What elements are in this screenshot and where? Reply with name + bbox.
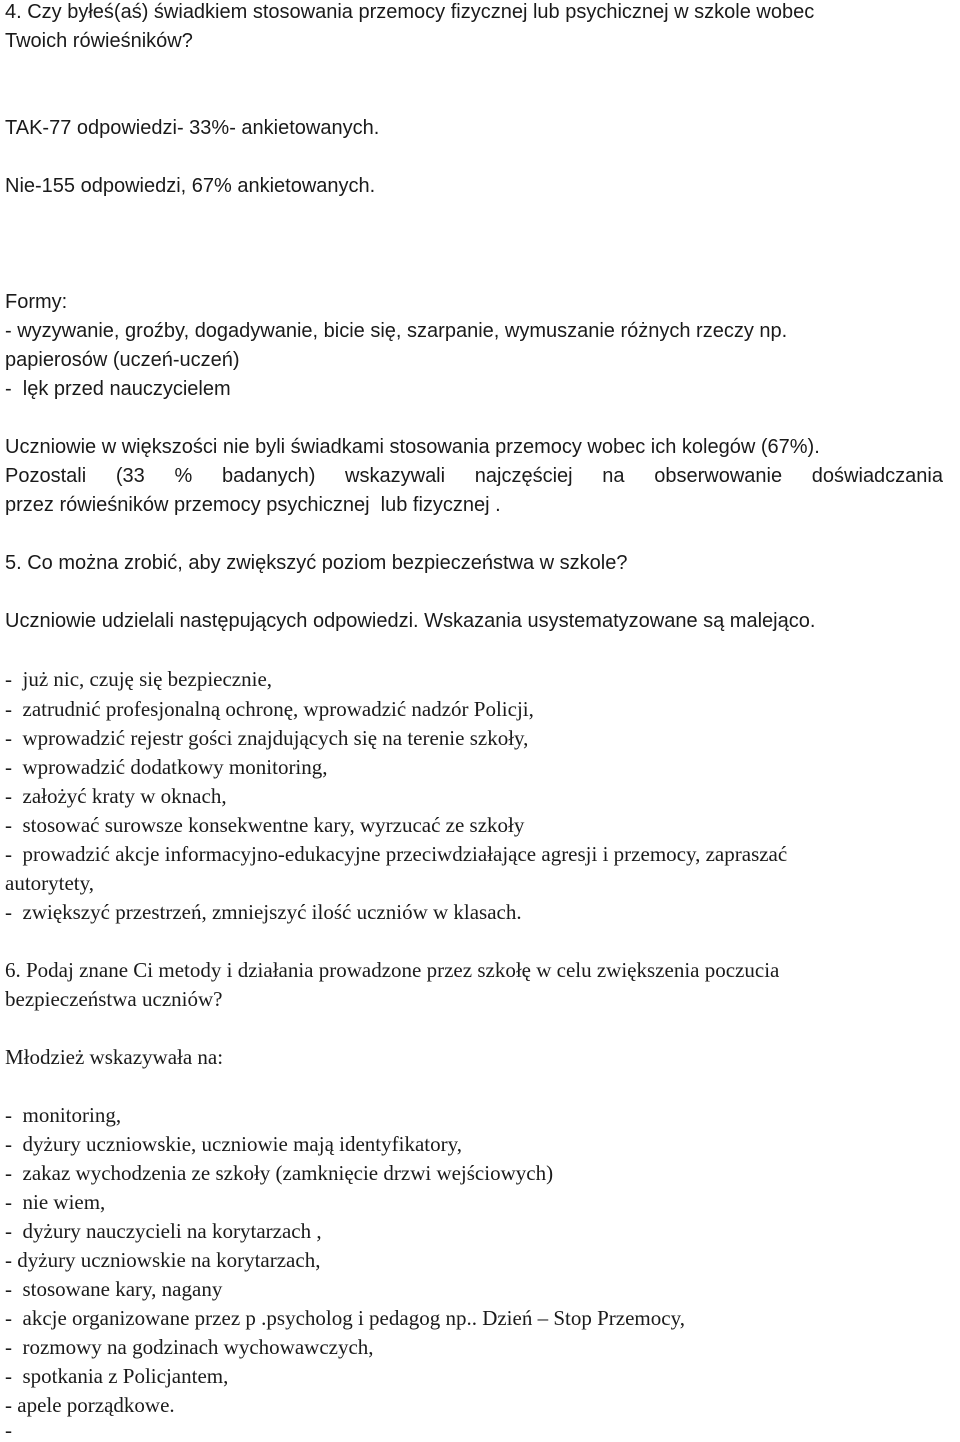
q5-question: 5. Co można zrobić, aby zwiększyć poziom bezpieczeństwa w szkole? bbox=[5, 552, 628, 574]
q4-forms-item: papierosów (uczeń-uczeń) bbox=[5, 349, 240, 371]
document-page bbox=[5, 0, 955, 1442]
q4-question-line-2: Twoich rówieśników? bbox=[5, 30, 193, 52]
q6-answer-item: - apele porządkowe. bbox=[5, 1393, 175, 1417]
q6-answer-item: - stosowane kary, nagany bbox=[5, 1277, 223, 1301]
q5-answer-item: - zwiększyć przestrzeń, zmniejszyć ilość uczniów w klasach. bbox=[5, 900, 522, 924]
q5-answer-item: autorytety, bbox=[5, 871, 95, 895]
q4-answer-yes: TAK-77 odpowiedzi- 33%- ankietowanych. bbox=[5, 117, 380, 139]
q6-question-line-1: 6. Podaj znane Ci metody i działania prowadzone przez szkołę w celu zwiększenia poczucia bbox=[5, 958, 780, 982]
q4-forms-heading: Formy: bbox=[5, 291, 68, 313]
q5-answer-item: - stosować surowsze konsekwentne kary, wyrzucać ze szkoły bbox=[5, 813, 525, 837]
q6-answer-item: - dyżury nauczycieli na korytarzach , bbox=[5, 1219, 322, 1243]
q6-answer-item: - rozmowy na godzinach wychowawczych, bbox=[5, 1335, 374, 1359]
q6-answer-item: - spotkania z Policjantem, bbox=[5, 1364, 229, 1388]
q6-answer-item: - nie wiem, bbox=[5, 1190, 106, 1214]
q5-answer-item: - wprowadzić rejestr gości znajdujących się na terenie szkoły, bbox=[5, 726, 529, 750]
q6-answer-item: - bbox=[5, 1418, 12, 1442]
q6-answer-item: - akcje organizowane przez p .psycholog i pedagog np.. Dzień – Stop Przemocy, bbox=[5, 1306, 685, 1330]
q6-answer-item: - dyżury uczniowskie na korytarzach, bbox=[5, 1248, 321, 1272]
q6-question-line-2: bezpieczeństwa uczniów? bbox=[5, 987, 223, 1011]
q4-forms-item: - lęk przed nauczycielem bbox=[5, 378, 231, 400]
q5-answer-item: - wprowadzić dodatkowy monitoring, bbox=[5, 755, 328, 779]
q4-summary-line-3: przez rówieśników przemocy psychicznej lub fizycznej . bbox=[5, 494, 501, 516]
q5-answer-item: - już nic, czuję się bezpiecznie, bbox=[5, 667, 273, 691]
q5-intro: Uczniowie udzielali następujących odpowiedzi. Wskazania usystematyzowane są malejąco. bbox=[5, 610, 816, 632]
q5-answer-item: - założyć kraty w oknach, bbox=[5, 784, 227, 808]
q6-answer-item: - zakaz wychodzenia ze szkoły (zamknięcie drzwi wejściowych) bbox=[5, 1161, 554, 1185]
q4-forms-item: - wyzywanie, groźby, dogadywanie, bicie się, szarpanie, wymuszanie różnych rzeczy np. bbox=[5, 320, 788, 342]
q4-summary-line-2: Pozostali (33 % badanych) wskazywali najczęściej na obserwowanie doświadczania bbox=[5, 465, 943, 487]
q4-question-line-1: 4. Czy byłeś(aś) świadkiem stosowania przemocy fizycznej lub psychicznej w szkole wobec bbox=[5, 1, 815, 23]
q4-summary-line-1: Uczniowie w większości nie byli świadkami stosowania przemocy wobec ich kolegów (67%). bbox=[5, 436, 820, 458]
q4-answer-no: Nie-155 odpowiedzi, 67% ankietowanych. bbox=[5, 175, 376, 197]
q6-intro: Młodzież wskazywała na: bbox=[5, 1045, 224, 1069]
q6-answer-item: - monitoring, bbox=[5, 1103, 122, 1127]
q6-answer-item: - dyżury uczniowskie, uczniowie mają identyfikatory, bbox=[5, 1132, 462, 1156]
q5-answer-item: - zatrudnić profesjonalną ochronę, wprowadzić nadzór Policji, bbox=[5, 697, 534, 721]
q5-answer-item: - prowadzić akcje informacyjno-edukacyjne przeciwdziałające agresji i przemocy, zapraszać bbox=[5, 842, 788, 866]
